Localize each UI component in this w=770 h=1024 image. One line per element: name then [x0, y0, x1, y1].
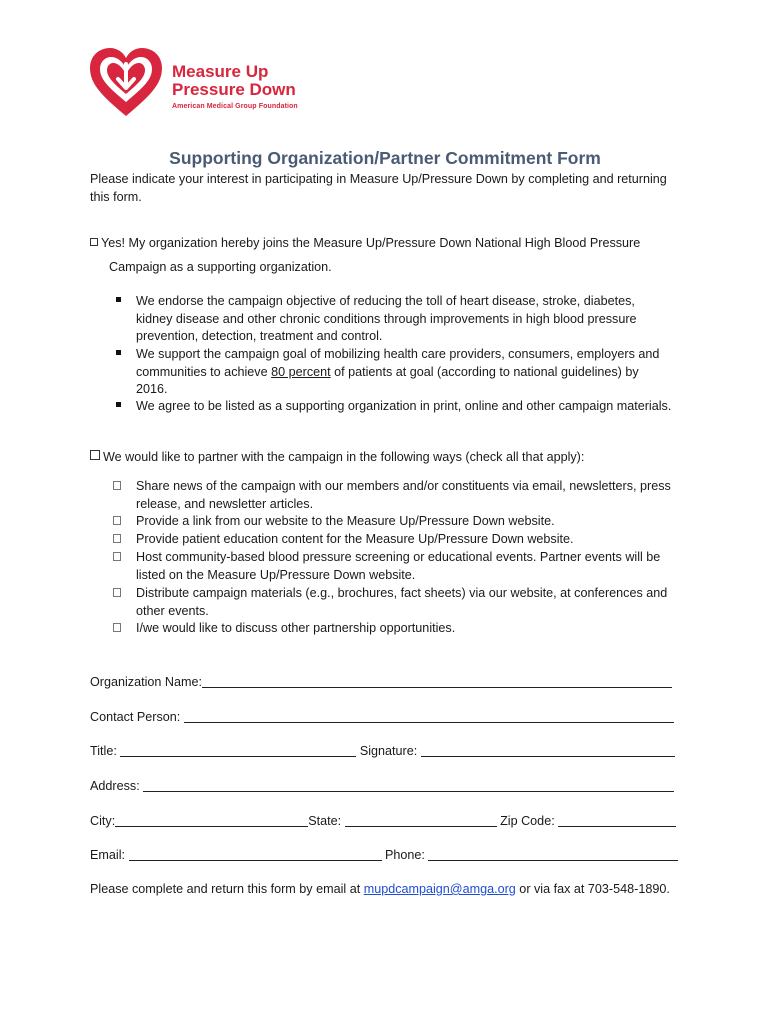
partner-item-2: Provide a link from our website to the Measure Up/Pressure Down website.: [136, 514, 555, 528]
checkbox[interactable]: [90, 450, 100, 460]
logo-title-line1: Measure Up: [172, 62, 269, 81]
signature-label: Signature:: [356, 744, 421, 758]
email-phone-row: [90, 847, 678, 862]
bullet-1-line-3: prevention, detection, treatment and control.: [136, 329, 383, 343]
partner-item-1-line-2: release, and newsletter articles.: [136, 496, 314, 511]
state-field[interactable]: [345, 813, 497, 827]
bullet-3-line-1: We agree to be listed as a supporting organization in print, online and other campaign materials.: [136, 399, 672, 413]
org-name-field[interactable]: [202, 674, 672, 688]
partner-item-5-line-1: Distribute campaign materials (e.g., brochures, fact sheets) via our website, at conferences and: [136, 586, 668, 600]
state-label: State:: [308, 814, 345, 828]
bullet-2-line-2-post: of patients at goal (according to national guidelines) by: [330, 364, 639, 379]
intro-line-2: this form.: [90, 189, 142, 204]
campaign-email-link[interactable]: mupdcampaign@amga.org: [363, 882, 516, 896]
address-label: Address:: [90, 779, 144, 793]
partner-item-5-line-2: other events.: [136, 603, 209, 618]
zip-field[interactable]: [558, 813, 676, 827]
return-fax-text: or via fax at 703-548-1890.: [515, 882, 670, 896]
city-label: City:: [90, 814, 116, 828]
intro-line-1: Please indicate your interest in participating in Measure Up/Pressure Down by completing and returning: [90, 172, 667, 186]
logo: [88, 44, 318, 124]
partner-item-4-line-1: Host community-based blood pressure screening or educational events. Partner events will be: [136, 550, 661, 564]
bullet-item-1: [136, 293, 637, 346]
title-label: Title:: [90, 744, 121, 758]
partner-item-6: I/we would like to discuss other partnership opportunities.: [136, 621, 456, 635]
partner-item-1: [136, 478, 671, 513]
partner-checkbox-1[interactable]: [113, 481, 121, 490]
bullet-item-2: [136, 346, 659, 399]
address-field[interactable]: [143, 778, 674, 792]
option-join-checkbox-row[interactable]: [90, 235, 640, 253]
bullet-2-line-2: [136, 364, 659, 382]
email-field[interactable]: [129, 847, 382, 861]
partner-item-3: Provide patient education content for the Measure Up/Pressure Down website.: [136, 532, 574, 546]
heart-logo-icon: [88, 44, 164, 120]
logo-title-line2: Pressure Down: [172, 80, 296, 99]
contact-label: Contact Person:: [90, 710, 184, 724]
partner-checkbox-5[interactable]: [113, 588, 121, 597]
bullet-item-3: [136, 398, 671, 416]
org-name-label: Organization Name:: [90, 675, 202, 689]
form-title: Supporting Organization/Partner Commitment Form: [169, 148, 601, 168]
logo-org-name: American Medical Group Foundation: [172, 103, 298, 110]
partner-item-1-line-1: Share news of the campaign with our members and/or constituents via email, newsletters, press: [136, 479, 671, 493]
title-field[interactable]: [120, 743, 356, 757]
zip-label: Zip Code:: [496, 814, 559, 828]
partner-checkbox-3[interactable]: [113, 534, 121, 543]
partner-item-4: [136, 549, 660, 584]
partner-checkbox-4[interactable]: [113, 552, 121, 561]
return-instructions: [90, 882, 670, 896]
bullet-2-line-2-pre: communities to achieve: [136, 364, 272, 379]
option-join-label: Yes! My organization hereby joins the Measure Up/Pressure Down National High Blood Pressure: [101, 236, 641, 250]
bullet-1-line-1: We endorse the campaign objective of reducing the toll of heart disease, stroke, diabetes,: [136, 294, 635, 308]
signature-field[interactable]: [421, 743, 675, 757]
title-signature-row: [90, 743, 675, 758]
bullet-icon: [116, 297, 121, 302]
phone-label: Phone:: [381, 848, 429, 862]
city-field[interactable]: [115, 813, 308, 827]
city-state-zip-row: [90, 813, 676, 828]
option-partner-label: We would like to partner with the campaign in the following ways (check all that apply):: [103, 450, 585, 464]
intro-text: [90, 171, 667, 206]
bullet-2-line-3: 2016.: [136, 382, 168, 396]
org-name-row: [90, 674, 672, 689]
partner-item-4-line-2: listed on the Measure Up/Pressure Down website.: [136, 567, 416, 582]
bullet-icon: [116, 402, 121, 407]
phone-field[interactable]: [428, 847, 678, 861]
partner-checkbox-2[interactable]: [113, 516, 121, 525]
checkbox[interactable]: [90, 238, 98, 246]
goal-percent: 80 percent: [271, 364, 331, 379]
bullet-2-line-1: We support the campaign goal of mobilizing health care providers, consumers, employers and: [136, 347, 660, 361]
bullet-1-line-2: kidney disease and other chronic conditions through improvements in high blood pressure: [136, 311, 637, 326]
contact-field[interactable]: [184, 709, 674, 723]
partner-item-5: [136, 585, 667, 620]
bullet-icon: [116, 350, 121, 355]
partner-checkbox-6[interactable]: [113, 623, 121, 632]
return-instructions-text: Please complete and return this form by email at: [90, 882, 364, 896]
option-partner-checkbox-row[interactable]: [90, 449, 584, 467]
option-join-line2: Campaign as a supporting organization.: [109, 260, 332, 274]
address-row: [90, 778, 674, 793]
email-label: Email:: [90, 848, 129, 862]
contact-row: [90, 709, 674, 724]
